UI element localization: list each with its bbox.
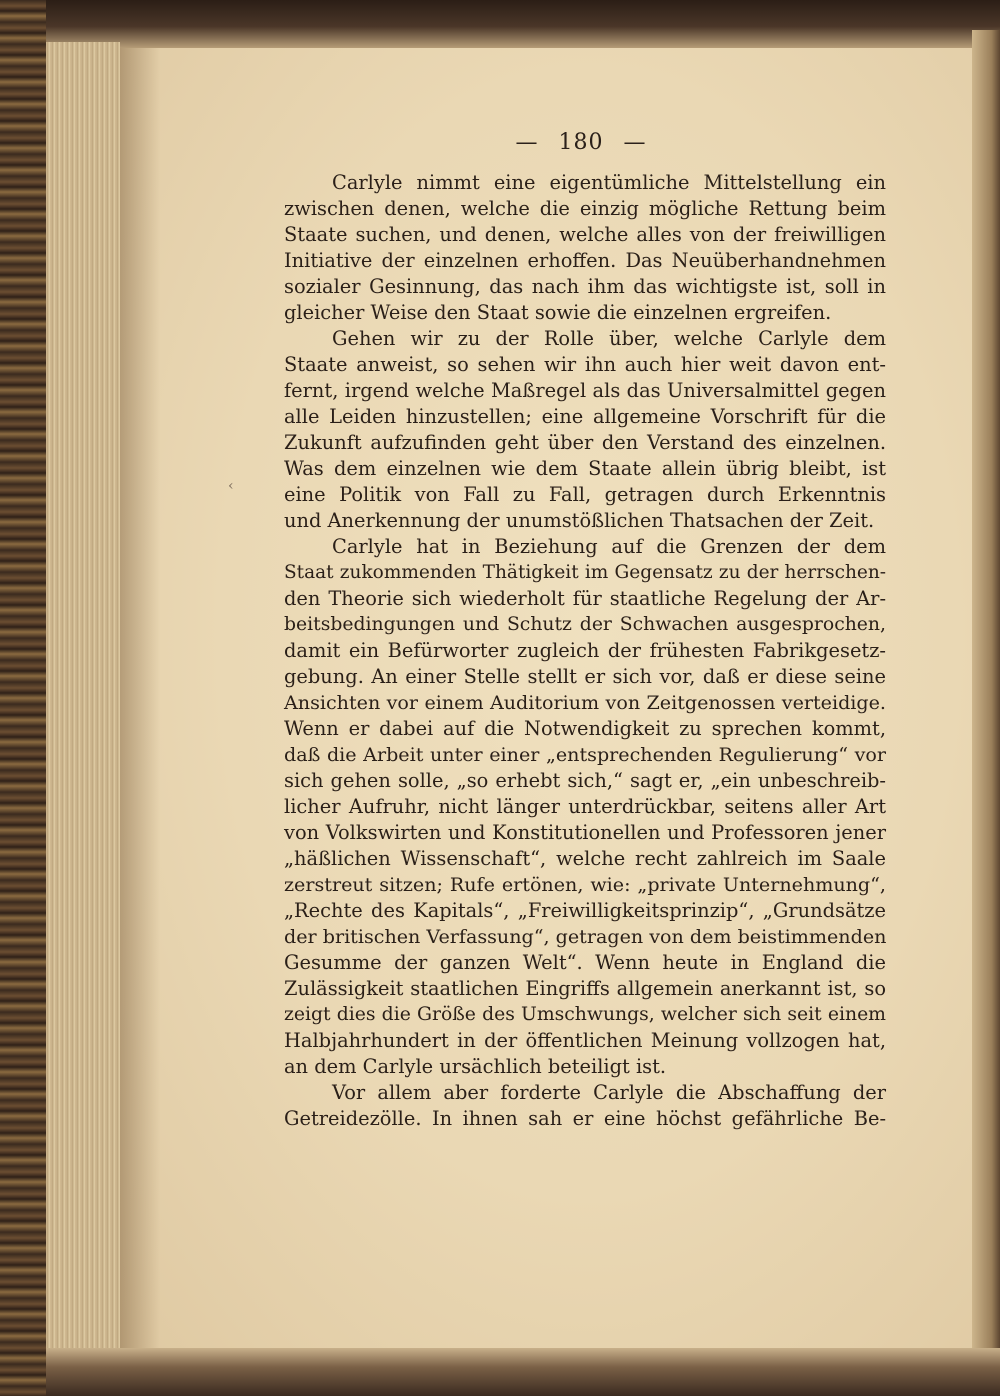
text-line: und Anerkennung der unumstößlichen Thatsachen der Zeit. xyxy=(284,509,875,532)
page-number-wrapper xyxy=(451,130,711,155)
text-line: Gehen wir zu der Rolle über, welche Carlyle dem xyxy=(332,327,886,350)
book-right-edge xyxy=(972,30,1000,1370)
text-line: Halbjahrhundert in der öffentlichen Meinung vollzogen hat, xyxy=(284,1029,886,1052)
text-line: damit ein Befürworter zugleich der frühesten Fabrikgesetz- xyxy=(284,639,886,662)
text-line: Staate suchen, und denen, welche alles von der freiwilligen xyxy=(284,223,886,246)
text-line: der britischen Verfassung“, getragen von dem beistimmenden xyxy=(284,925,887,948)
text-line: Carlyle hat in Beziehung auf die Grenzen der dem xyxy=(332,535,886,558)
text-line: den Theorie sich wiederholt für staatliche Regelung der Ar- xyxy=(284,587,886,610)
text-line: Initiative der einzelnen erhoffen. Das Neuüberhandnehmen xyxy=(284,249,886,272)
text-line: von Volkswirten und Konstitutionellen und Professoren jener xyxy=(284,821,886,844)
text-line: an dem Carlyle ursächlich beteiligt ist. xyxy=(284,1055,667,1078)
text-line: sozialer Gesinnung, das nach ihm das wichtigste ist, soll in xyxy=(284,275,886,298)
text-line: Getreidezölle. In ihnen sah er eine höchst gefährliche Be- xyxy=(284,1107,886,1130)
text-line: daß die Arbeit unter einer „entsprechenden Regulierung“ vor xyxy=(284,743,886,766)
text-line: Carlyle nimmt eine eigentümliche Mittelstellung ein xyxy=(332,171,886,194)
text-line: Staate anweist, so sehen wir ihn auch hier weit davon ent- xyxy=(284,353,886,376)
page-number: 180 xyxy=(558,130,604,155)
gutter-shadow xyxy=(120,48,160,1348)
text-line: Vor allem aber forderte Carlyle die Abschaffung der xyxy=(332,1081,886,1104)
text-line: licher Aufruhr, nicht länger unterdrückbar, seitens aller Art xyxy=(284,795,886,818)
page-number-dash-left: — xyxy=(515,130,539,155)
margin-mark: ‹ xyxy=(228,478,234,494)
page-stack-edges xyxy=(46,42,120,1352)
text-line: alle Leiden hinzustellen; eine allgemeine Vorschrift für die xyxy=(284,405,886,428)
text-line: fernt, irgend welche Maßregel als das Universalmittel gegen xyxy=(284,379,886,402)
text-line: Was dem einzelnen wie dem Staate allein übrig bleibt, ist xyxy=(284,457,886,480)
body-text xyxy=(284,170,886,1132)
text-line: Ansichten vor einem Auditorium von Zeitgenossen verteidige. xyxy=(284,691,886,714)
book-bottom-edge xyxy=(46,1348,1000,1396)
page-number-header xyxy=(0,130,1000,155)
text-line: gleicher Weise den Staat sowie die einzelnen ergreifen. xyxy=(284,301,832,324)
text-line: Wenn er dabei auf die Notwendigkeit zu sprechen kommt, xyxy=(284,717,886,740)
text-line: zeigt dies die Größe des Umschwungs, welcher sich seit einem xyxy=(284,1004,886,1025)
text-line: gebung. An einer Stelle stellt er sich vor, daß er diese seine xyxy=(284,665,886,688)
text-line: zerstreut sitzen; Rufe ertönen, wie: „private Unternehmung“, xyxy=(284,873,886,896)
text-line: „häßlichen Wissenschaft“, welche recht zahlreich im Saale xyxy=(284,847,886,870)
text-line: beitsbedingungen und Schutz der Schwachen ausgesprochen, xyxy=(284,614,886,635)
page-number-dash-right: — xyxy=(623,130,647,155)
text-line: Zulässigkeit staatlichen Eingriffs allgemein anerkannt ist, so xyxy=(284,977,886,1000)
book-cover-edge xyxy=(0,0,46,1396)
text-line: zwischen denen, welche die einzig mögliche Rettung beim xyxy=(284,197,886,220)
text-line: Staat zukommenden Thätigkeit im Gegensatz zu der herrschen- xyxy=(284,562,886,583)
text-line: „Rechte des Kapitals“, „Freiwilligkeitsprinzip“, „Grundsätze xyxy=(284,899,886,922)
text-line: sich gehen solle, „so erhebt sich,“ sagt er, „ein unbeschreib- xyxy=(284,769,886,792)
text-line: Gesumme der ganzen Welt“. Wenn heute in England die xyxy=(284,951,886,974)
text-line: Zukunft aufzufinden geht über den Verstand des einzelnen. xyxy=(284,431,886,454)
text-line: eine Politik von Fall zu Fall, getragen durch Erkenntnis xyxy=(284,483,886,506)
book-top-edge xyxy=(46,0,1000,48)
